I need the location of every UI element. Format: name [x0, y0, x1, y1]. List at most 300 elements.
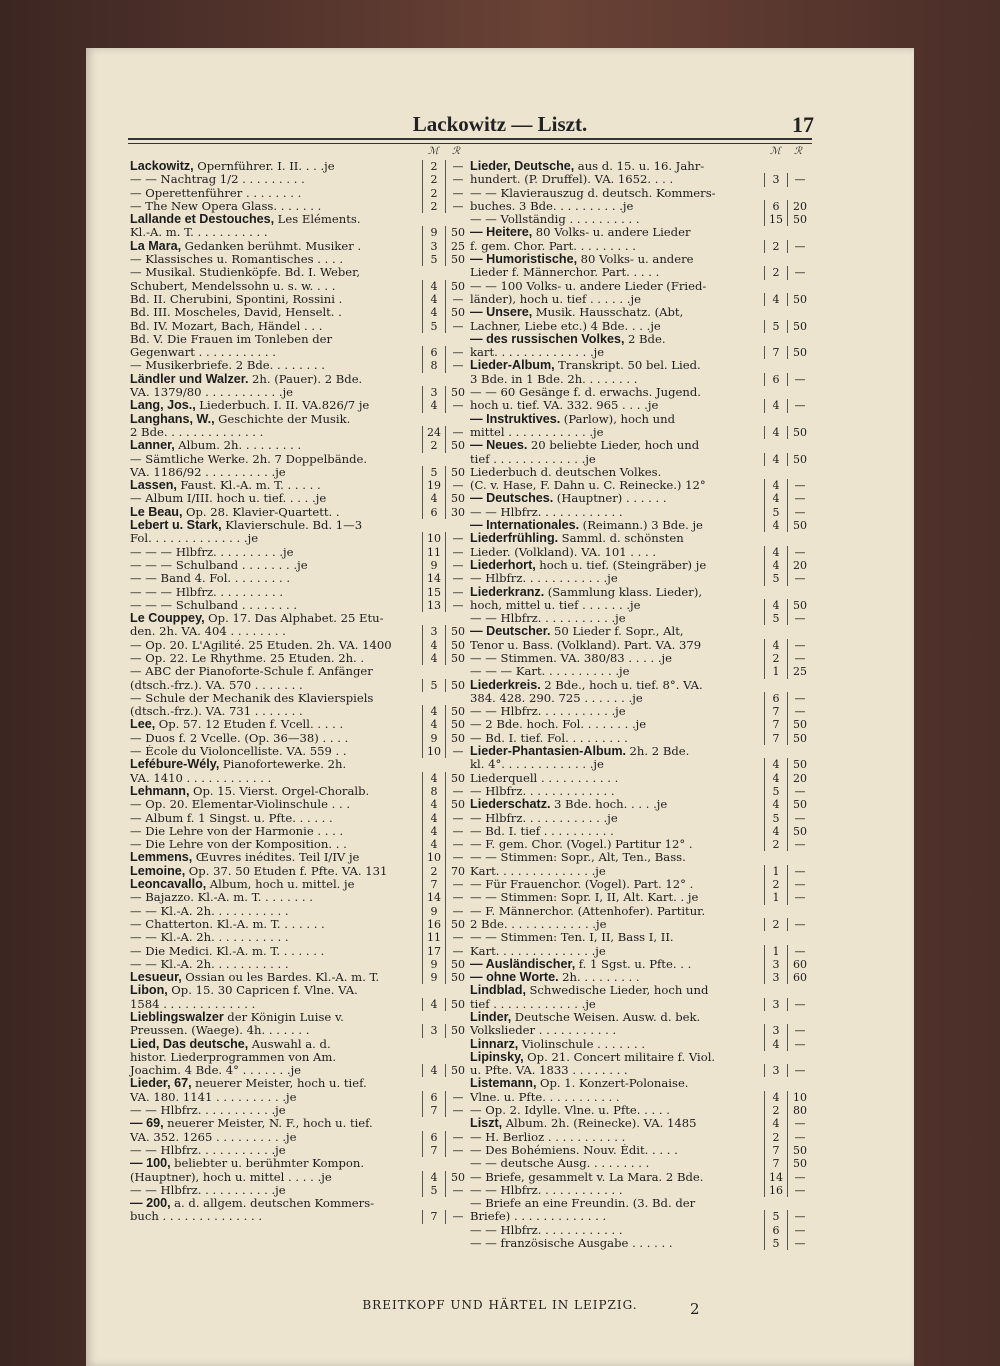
entry-text: — — Stimmen. VA. 380/83 . . . . .je — [470, 651, 672, 665]
column-currency-header — [128, 146, 470, 160]
entry-text: Lieder, 67, neuerer Meister, hoch u. tief. — [130, 1077, 367, 1091]
price-mark: 24 — [422, 426, 445, 439]
price-pfennig: — — [787, 998, 812, 1011]
catalog-entry-row — [470, 426, 812, 439]
catalog-entry-row — [128, 1077, 470, 1090]
price-mark: 4 — [422, 825, 445, 838]
price-mark: 4 — [764, 492, 787, 505]
price-mark: 5 — [764, 572, 787, 585]
entry-text: Lehmann, Op. 15. Vierst. Orgel-Choralb. — [130, 784, 370, 798]
entry-text: Linnarz, Violinschule . . . . . . . — [470, 1037, 646, 1051]
price-mark: 4 — [764, 599, 787, 612]
catalog-entry-row — [128, 413, 470, 426]
price-mark: 4 — [422, 1171, 445, 1184]
price-pfennig: 50 — [445, 679, 470, 692]
catalog-entry-row — [470, 838, 812, 851]
catalog-entry-row — [470, 453, 812, 466]
entry-text: — Instruktives. (Parlow), hoch und — [470, 412, 676, 426]
catalog-entry-row — [470, 187, 812, 200]
entry-text: — Hlbfrz. . . . . . . . . . . .je — [470, 811, 618, 825]
price-mark: 5 — [422, 253, 445, 266]
entry-text: — — Kl.-A. 2h. . . . . . . . . . . — [130, 957, 289, 971]
catalog-entry-row — [470, 160, 812, 173]
catalog-entry-row — [128, 998, 470, 1011]
entry-text: — Neues. 20 beliebte Lieder, hoch und — [470, 439, 700, 453]
price-mark: 3 — [764, 173, 787, 186]
price-mark: 11 — [422, 546, 445, 559]
price-mark: 2 — [422, 160, 445, 173]
price-mark: 2 — [422, 187, 445, 200]
entry-text: — — Hlbfrz. . . . . . . . . . . . — [470, 505, 623, 519]
price-pfennig: — — [445, 546, 470, 559]
entry-text: — H. Berlioz . . . . . . . . . . . — [470, 1130, 626, 1144]
entry-text: — Humoristische, 80 Volks- u. andere — [470, 253, 694, 267]
entry-text: Bd. III. Moscheles, David, Henselt. . — [130, 306, 342, 320]
catalog-entry-row — [470, 213, 812, 226]
price-mark: 9 — [422, 732, 445, 745]
entry-text: Liederfrühling. Samml. d. schönsten — [470, 532, 684, 546]
price-mark: 5 — [422, 466, 445, 479]
price-pfennig: — — [445, 945, 470, 958]
catalog-entry-row — [128, 333, 470, 346]
price-pfennig: 50 — [445, 918, 470, 931]
price-pfennig: — — [787, 639, 812, 652]
catalog-entry-row — [470, 732, 812, 745]
price-pfennig: — — [445, 878, 470, 891]
entry-text: — — französische Ausgabe . . . . . . — [470, 1237, 673, 1251]
price-pfennig: 50 — [445, 1024, 470, 1037]
catalog-entry-row — [470, 1144, 812, 1157]
catalog-entry-row — [128, 1210, 470, 1223]
price-pfennig: — — [445, 160, 470, 173]
entry-text: buches. 3 Bde. . . . . . . . . .je — [470, 199, 634, 213]
price-mark: 9 — [422, 226, 445, 239]
entry-text: Lieder, Deutsche, aus d. 15. u. 16. Jahr- — [470, 160, 705, 173]
catalog-entry-row — [128, 1197, 470, 1210]
entry-text: Lachner, Liebe etc.) 4 Bde. . . .je — [470, 319, 661, 333]
entry-text: — — Hlbfrz. . . . . . . . . . .je — [470, 612, 626, 626]
price-pfennig: 50 — [787, 825, 812, 838]
entry-text: — 69, neuerer Meister, N. F., hoch u. tief. — [130, 1117, 373, 1131]
price-pfennig: 50 — [787, 1157, 812, 1170]
entry-text: Bd. V. Die Frauen im Tonleben der — [130, 332, 333, 346]
price-mark: 2 — [764, 266, 787, 279]
catalog-entry-row — [128, 213, 470, 226]
catalog-entry-row — [470, 612, 812, 625]
catalog-entry-row — [470, 1197, 812, 1210]
entry-text: Fol. . . . . . . . . . . . . .je — [130, 532, 259, 546]
price-mark: 4 — [764, 1091, 787, 1104]
price-pfennig: 50 — [445, 705, 470, 718]
price-mark: 15 — [764, 213, 787, 226]
entry-text: Liszt, Album. 2h. (Reinecke). VA. 1485 — [470, 1117, 697, 1131]
entry-text: Liederhort, hoch u. tief. (Steingräber) je — [470, 558, 707, 572]
price-pfennig: — — [787, 479, 812, 492]
entry-text: u. Pfte. VA. 1833 . . . . . . . . — [470, 1064, 628, 1078]
page-title: Lackowitz — Liszt. — [412, 112, 588, 136]
catalog-entry-row — [128, 639, 470, 652]
price-mark: 7 — [764, 1157, 787, 1170]
price-mark: 2 — [764, 1104, 787, 1117]
entry-text: Le Beau, Op. 28. Klavier-Quartett. . — [130, 505, 340, 519]
price-pfennig: — — [787, 399, 812, 412]
entry-text: hoch, mittel u. tief . . . . . . .je — [470, 598, 641, 612]
entry-text: — — — Schulband . . . . . . . . — [130, 598, 298, 612]
entry-text: — — Nachtrag 1/2 . . . . . . . . . — [130, 173, 305, 187]
price-pfennig: — — [445, 200, 470, 213]
catalog-entry-row — [470, 559, 812, 572]
catalog-entry-row — [128, 586, 470, 599]
price-mark: 4 — [764, 1038, 787, 1051]
price-pfennig: — — [787, 1224, 812, 1237]
price-mark: 7 — [422, 1104, 445, 1117]
catalog-entry-row — [128, 891, 470, 904]
entry-text: 384. 428. 290. 725 . . . . . . .je — [470, 691, 643, 705]
entry-text: Preussen. (Waege). 4h. . . . . . . — [130, 1024, 310, 1038]
entry-text: mittel . . . . . . . . . . . .je — [470, 425, 604, 439]
price-pfennig: 25 — [445, 240, 470, 253]
entry-text: kart. . . . . . . . . . . . . .je — [470, 346, 605, 360]
catalog-entry-row — [470, 346, 812, 359]
price-pfennig: — — [787, 492, 812, 505]
catalog-entry-row — [470, 173, 812, 186]
entry-text: — des russischen Volkes, 2 Bde. — [470, 332, 666, 346]
catalog-entry-row — [128, 439, 470, 452]
price-pfennig: — — [445, 1210, 470, 1223]
entry-text: — Musikerbriefe. 2 Bde. . . . . . . . — [130, 359, 325, 373]
catalog-entry-row — [470, 878, 812, 891]
catalog-entry-row — [470, 1237, 812, 1250]
catalog-entry-row — [128, 971, 470, 984]
catalog-entry-row — [128, 1117, 470, 1130]
entry-text: VA. 1379/80 . . . . . . . . . . .je — [130, 386, 294, 400]
price-mark: 4 — [422, 998, 445, 1011]
price-pfennig: — — [787, 506, 812, 519]
price-mark: 10 — [422, 745, 445, 758]
price-pfennig: — — [445, 1104, 470, 1117]
price-pfennig: 50 — [445, 306, 470, 319]
catalog-entry-row — [128, 692, 470, 705]
catalog-entry-row — [128, 785, 470, 798]
catalog-entry-row — [128, 306, 470, 319]
price-pfennig: — — [787, 1210, 812, 1223]
entry-text: Lieder f. Männerchor. Part. . . . . — [470, 266, 660, 280]
catalog-entry-row — [470, 851, 812, 864]
price-mark: 5 — [764, 812, 787, 825]
catalog-entry-row — [128, 373, 470, 386]
price-mark: 9 — [422, 971, 445, 984]
price-mark: 2 — [764, 838, 787, 851]
entry-text: — Operettenführer . . . . . . . . — [130, 186, 302, 200]
catalog-entry-row — [128, 1171, 470, 1184]
entry-text: f. gem. Chor. Part. . . . . . . . . — [470, 239, 636, 253]
catalog-entry-row — [470, 413, 812, 426]
price-pfennig: — — [445, 532, 470, 545]
entry-text: — Album I/III. hoch u. tief. . . . .je — [130, 492, 327, 506]
publisher-footer: BREITKOPF UND HÄRTEL IN LEIPZIG. — [362, 1298, 638, 1312]
catalog-entry-row — [128, 679, 470, 692]
price-mark: 7 — [422, 1210, 445, 1223]
catalog-entry-row — [470, 865, 812, 878]
price-pfennig: 50 — [445, 772, 470, 785]
catalog-entry-row — [128, 293, 470, 306]
price-mark: 5 — [764, 320, 787, 333]
price-pfennig: 50 — [445, 1171, 470, 1184]
price-pfennig: — — [445, 825, 470, 838]
entry-text: — 200, a. d. allgem. deutschen Kommers- — [130, 1197, 375, 1211]
price-pfennig: — — [787, 612, 812, 625]
entry-text: hoch u. tief. VA. 332. 965 . . . .je — [470, 399, 659, 413]
catalog-entry-row — [470, 1157, 812, 1170]
price-mark: 7 — [422, 878, 445, 891]
entry-text: Lindblad, Schwedische Lieder, hoch und — [470, 984, 709, 998]
price-pfennig: — — [445, 320, 470, 333]
price-mark: 9 — [422, 905, 445, 918]
price-pfennig: 50 — [445, 1064, 470, 1077]
price-mark: 6 — [422, 506, 445, 519]
catalog-entry-row — [470, 958, 812, 971]
price-mark: 6 — [764, 692, 787, 705]
price-mark: 7 — [764, 346, 787, 359]
catalog-entry-row — [470, 599, 812, 612]
price-pfennig: 50 — [445, 971, 470, 984]
catalog-entry-row — [470, 1051, 812, 1064]
price-pfennig: — — [787, 692, 812, 705]
entry-text: länder), hoch u. tief . . . . . .je — [470, 292, 641, 306]
page-number: 17 — [792, 112, 814, 137]
catalog-entry-row — [128, 772, 470, 785]
price-pfennig: 70 — [445, 865, 470, 878]
catalog-entry-row — [128, 745, 470, 758]
catalog-entry-row — [470, 971, 812, 984]
catalog-entry-row — [128, 479, 470, 492]
entry-text: tief . . . . . . . . . . . . .je — [470, 452, 596, 466]
price-mark: 4 — [764, 479, 787, 492]
entry-text: Lang, Jos., Liederbuch. I. II. VA.826/7 je — [130, 399, 370, 413]
price-mark: 5 — [422, 679, 445, 692]
entry-text: — Die Lehre von der Komposition. . . — [130, 838, 347, 852]
price-pfennig: 50 — [445, 280, 470, 293]
price-mark: 4 — [764, 546, 787, 559]
entry-text: — Für Frauenchor. (Vogel). Part. 12° . — [470, 878, 694, 892]
price-pfennig: — — [787, 838, 812, 851]
entry-text: — Hlbfrz. . . . . . . . . . . .je — [470, 572, 618, 586]
entry-text: Lieder-Album, Transkript. 50 bel. Lied. — [470, 359, 701, 373]
entry-text: Liederquell . . . . . . . . . . . — [470, 771, 619, 785]
price-pfennig: 50 — [445, 998, 470, 1011]
entry-text: — Deutscher. 50 Lieder f. Sopr., Alt, — [470, 625, 684, 639]
entry-text: — — Stimmen: Ten. I, II, Bass I, II. — [470, 931, 674, 945]
price-pfennig: 50 — [445, 492, 470, 505]
entry-text: — — Klavierauszug d. deutsch. Kommers- — [470, 186, 716, 200]
price-pfennig: — — [445, 187, 470, 200]
entry-text: (dtsch.-frz.). VA. 570 . . . . . . . — [130, 678, 303, 692]
header-rule-thin — [128, 143, 812, 144]
entry-text: — The New Opera Glass. . . . . . . — [130, 199, 322, 213]
price-mark: 2 — [764, 918, 787, 931]
entry-text: Schubert, Mendelssohn u. s. w. . . . — [130, 279, 336, 293]
catalog-entry-row — [128, 984, 470, 997]
price-pfennig: 50 — [787, 320, 812, 333]
entry-text: Lackowitz, Opernführer. I. II. . . .je — [130, 160, 335, 173]
price-mark: 14 — [422, 891, 445, 904]
entry-text: VA. 1186/92 . . . . . . . . . .je — [130, 465, 286, 479]
price-pfennig: — — [445, 559, 470, 572]
entry-text: (C. v. Hase, F. Dahn u. C. Reinecke.) 12° — [470, 479, 706, 493]
catalog-entry-row — [128, 851, 470, 864]
price-pfennig: — — [787, 945, 812, 958]
catalog-entry-row — [128, 838, 470, 851]
entry-text: Bd. II. Cherubini, Spontini, Rossini . — [130, 292, 343, 306]
catalog-entry-row — [470, 905, 812, 918]
price-pfennig: 50 — [787, 519, 812, 532]
entry-text: Kart. . . . . . . . . . . . . .je — [470, 944, 606, 958]
entry-text: Libon, Op. 15. 30 Capricen f. Vlne. VA. — [130, 984, 358, 998]
price-pfennig: 60 — [787, 958, 812, 971]
right-column — [470, 146, 812, 1250]
price-pfennig: 20 — [787, 772, 812, 785]
entry-text: Lallande et Destouches, Les Eléments. — [130, 213, 361, 227]
entry-text: — Musikal. Studienköpfe. Bd. I. Weber, — [130, 266, 361, 280]
price-pfennig: — — [445, 785, 470, 798]
entry-text: — — Hlbfrz. . . . . . . . . . . . — [470, 1183, 623, 1197]
price-mark: 4 — [422, 705, 445, 718]
catalog-entry-row — [470, 519, 812, 532]
price-mark: 3 — [764, 1024, 787, 1037]
price-mark: 4 — [422, 639, 445, 652]
catalog-entry-row — [470, 333, 812, 346]
catalog-entry-row — [470, 359, 812, 372]
price-mark: 4 — [764, 772, 787, 785]
price-pfennig: 50 — [787, 718, 812, 731]
price-mark: 4 — [422, 812, 445, 825]
price-pfennig: 50 — [787, 426, 812, 439]
entry-text: — Hlbfrz. . . . . . . . . . . . . — [470, 784, 615, 798]
price-pfennig: 50 — [445, 652, 470, 665]
price-mark: 4 — [422, 798, 445, 811]
catalog-entry-row — [128, 1011, 470, 1024]
entry-text: — Heitere, 80 Volks- u. andere Lieder — [470, 226, 691, 240]
price-mark: 4 — [764, 519, 787, 532]
catalog-entry-row — [470, 639, 812, 652]
price-mark: 2 — [764, 652, 787, 665]
catalog-entry-row — [470, 745, 812, 758]
catalog-entry-row — [470, 586, 812, 599]
price-mark: 7 — [764, 705, 787, 718]
price-pfennig: — — [787, 546, 812, 559]
right-entry-list — [470, 160, 812, 1250]
catalog-entry-row — [470, 812, 812, 825]
entry-text: Bd. IV. Mozart, Bach, Händel . . . — [130, 319, 323, 333]
price-mark: 9 — [422, 559, 445, 572]
price-pfennig: — — [445, 572, 470, 585]
entry-text: Lee, Op. 57. 12 Etuden f. Vcell. . . . . — [130, 718, 344, 732]
catalog-entry-row — [470, 466, 812, 479]
price-mark: 15 — [422, 586, 445, 599]
price-mark: 7 — [764, 1144, 787, 1157]
entry-text: — 100, beliebter u. berühmter Kompon. — [130, 1157, 365, 1171]
price-mark: 11 — [422, 931, 445, 944]
catalog-entry-row — [128, 492, 470, 505]
entry-text: Joachim. 4 Bde. 4° . . . . . . .je — [130, 1064, 302, 1078]
entry-text: — Duos f. 2 Vcelle. (Op. 36—38) . . . . — [130, 731, 349, 745]
price-mark: 7 — [764, 718, 787, 731]
price-pfennig: — — [445, 479, 470, 492]
price-mark: 5 — [422, 1184, 445, 1197]
catalog-entry-row — [128, 958, 470, 971]
entry-text: Langhans, W., Geschichte der Musik. — [130, 412, 351, 426]
price-mark: 4 — [422, 399, 445, 412]
entry-text: — — Kl.-A. 2h. . . . . . . . . . . — [130, 931, 289, 945]
price-mark: 4 — [764, 758, 787, 771]
catalog-entry-row — [128, 320, 470, 333]
entry-text: Lieblingswalzer der Königin Luise v. — [130, 1011, 344, 1024]
price-pfennig: 50 — [445, 226, 470, 239]
price-pfennig: — — [787, 1131, 812, 1144]
entry-text: — 2 Bde. hoch. Fol. . . . . . . .je — [470, 718, 647, 732]
price-mark: 7 — [764, 732, 787, 745]
entry-text: — — — Hlbfrz. . . . . . . . . . — [130, 585, 284, 599]
price-mark: 3 — [422, 240, 445, 253]
price-pfennig: 30 — [445, 506, 470, 519]
price-mark: 4 — [422, 838, 445, 851]
catalog-entry-row — [128, 1144, 470, 1157]
catalog-entry-row — [470, 506, 812, 519]
price-mark: 5 — [764, 1210, 787, 1223]
entry-text: tief . . . . . . . . . . . . .je — [470, 997, 596, 1011]
entry-text: — — — Hlbfrz. . . . . . . . . .je — [130, 545, 294, 559]
catalog-page — [86, 48, 914, 1366]
catalog-entry-row — [128, 732, 470, 745]
catalog-entry-row — [470, 1024, 812, 1037]
price-mark: 7 — [422, 1144, 445, 1157]
entry-text: VA. 352. 1265 . . . . . . . . . .je — [130, 1130, 297, 1144]
catalog-entry-row — [470, 1038, 812, 1051]
price-pfennig: 25 — [787, 665, 812, 678]
catalog-entry-row — [128, 519, 470, 532]
catalog-entry-row — [128, 240, 470, 253]
catalog-entry-row — [128, 226, 470, 239]
price-pfennig: — — [787, 1237, 812, 1250]
entry-text: — — Stimmen: Sopr., Alt, Ten., Bass. — [470, 851, 686, 865]
price-pfennig: — — [445, 745, 470, 758]
catalog-entry-row — [128, 865, 470, 878]
catalog-entry-row — [128, 386, 470, 399]
catalog-entry-row — [470, 1091, 812, 1104]
catalog-entry-row — [128, 878, 470, 891]
price-pfennig: 50 — [445, 253, 470, 266]
price-pfennig: 50 — [787, 213, 812, 226]
pf-heading: ℛ — [452, 146, 460, 157]
price-mark: 1 — [764, 665, 787, 678]
catalog-entry-row — [470, 1224, 812, 1237]
catalog-entry-row — [470, 665, 812, 678]
price-pfennig: 50 — [445, 958, 470, 971]
catalog-entry-row — [470, 479, 812, 492]
catalog-entry-row — [128, 359, 470, 372]
price-mark: 2 — [422, 439, 445, 452]
entry-text: — Schule der Mechanik des Klavierspiels — [130, 691, 374, 705]
price-mark: 4 — [764, 399, 787, 412]
price-mark: 4 — [764, 559, 787, 572]
price-pfennig: 80 — [787, 1104, 812, 1117]
price-mark: 3 — [764, 998, 787, 1011]
catalog-entry-row — [128, 200, 470, 213]
entry-text: — Internationales. (Reimann.) 3 Bde. je — [470, 519, 703, 533]
entry-text: — Briefe, gesammelt v. La Mara. 2 Bde. — [470, 1170, 704, 1184]
catalog-entry-row — [470, 572, 812, 585]
price-pfennig: — — [445, 1144, 470, 1157]
